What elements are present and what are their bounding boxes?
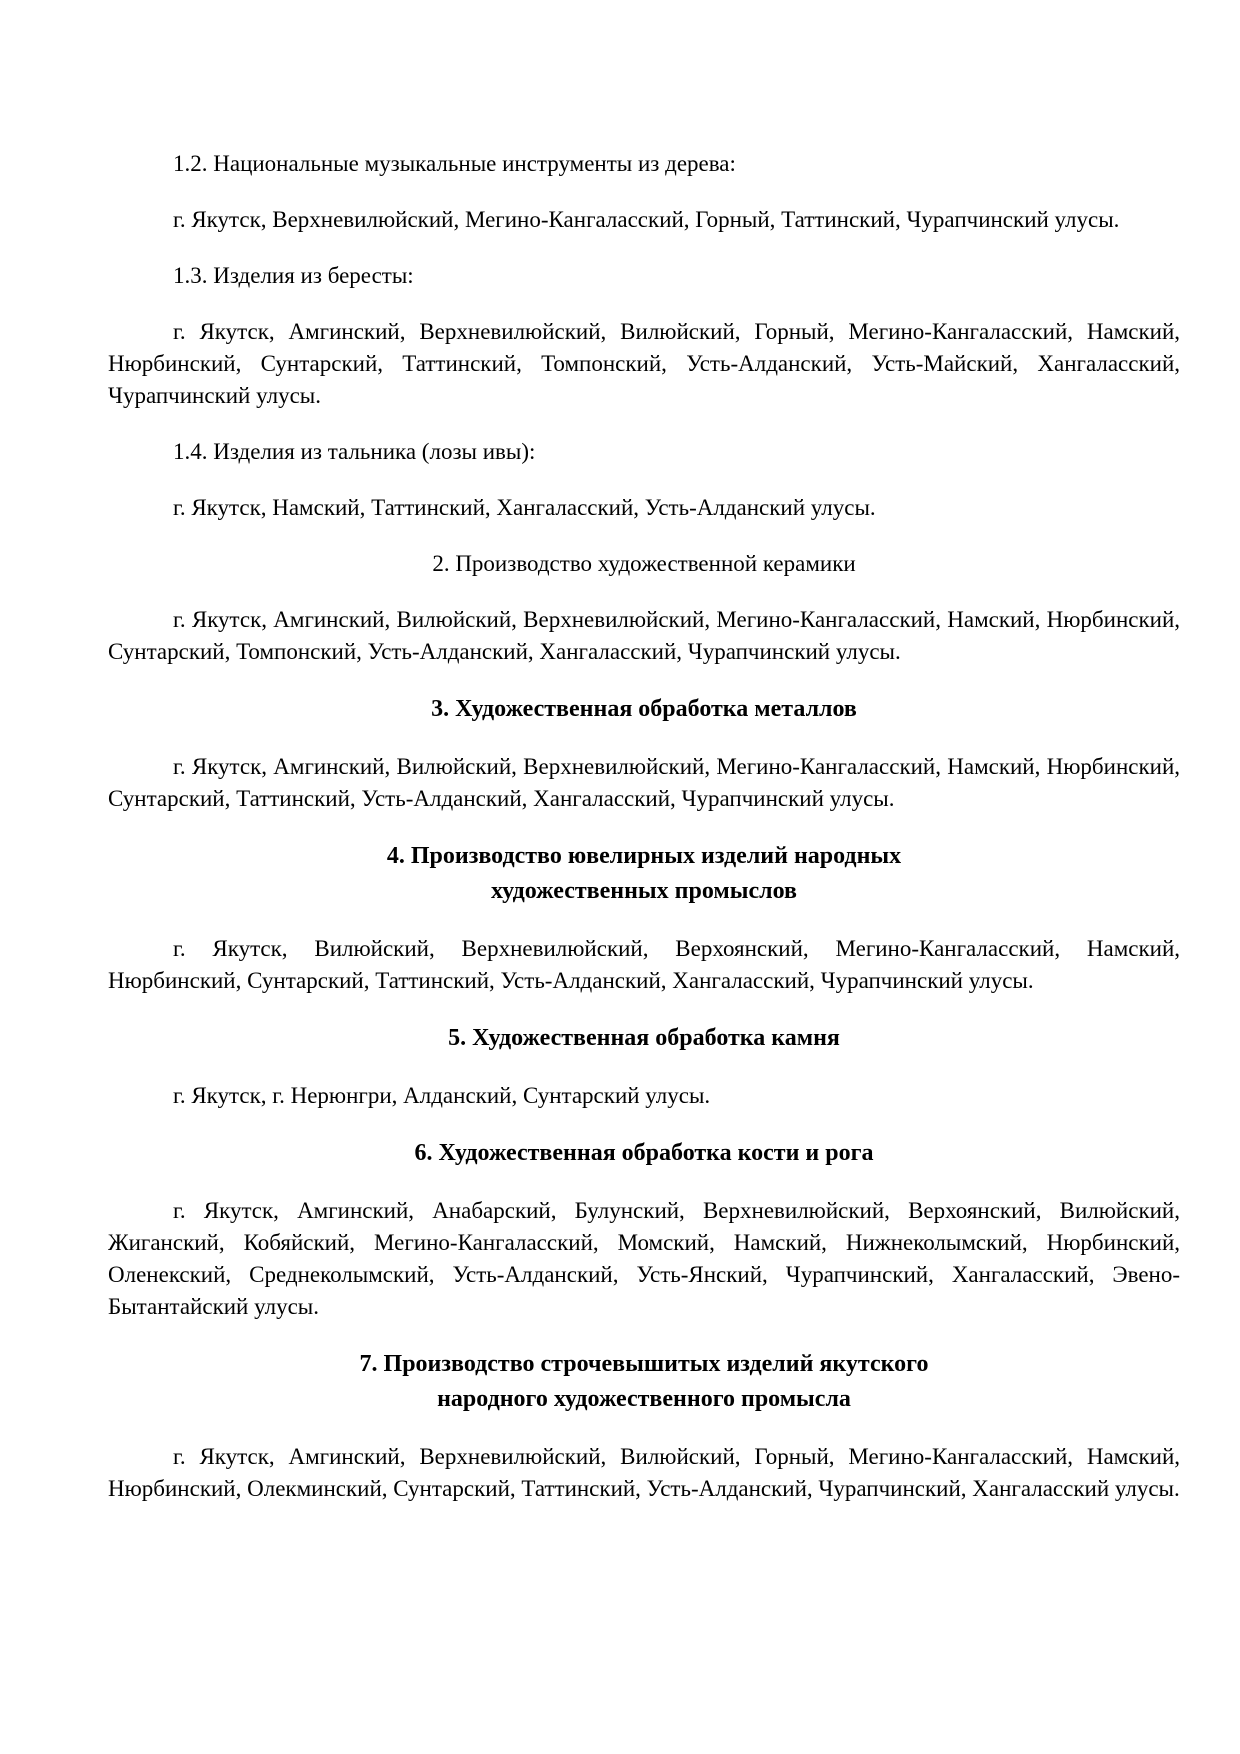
clause-1-2-regions: г. Якутск, Верхневилюйский, Мегино-Кангаласский, Горный, Таттинский, Чурапчинский улусы.	[173, 207, 1120, 232]
section-6-regions: г. Якутск, Амгинский, Анабарский, Булунский, Верхневилюйский, Верхоянский, Вилюйский, Жиганский, Кобяйский, Мегино-Кангаласский, Момский, Намский, Нижнеколымский, Нюрбинский, Оленекский, Среднеколымский, Усть-Алданский, Усть-Янский, Чурапчинский, Хангаласский, Эвено-Бытантайский улусы.	[108, 1198, 1180, 1319]
section-6-heading: 6. Художественная обработка кости и рога	[414, 1140, 874, 1166]
clause-1-4-title: 1.4. Изделия из тальника (лозы ивы):	[173, 439, 536, 464]
section-5-heading: 5. Художественная обработка камня	[448, 1025, 840, 1051]
section-3-heading: 3. Художественная обработка металлов	[431, 696, 857, 722]
section-4-heading-line-1: 4. Производство ювелирных изделий народных	[386, 843, 902, 869]
section-4-heading	[108, 839, 1180, 909]
section-4-heading-line-2: художественных промыслов	[491, 878, 797, 904]
clause-1-2-title: 1.2. Национальные музыкальные инструменты из дерева:	[173, 151, 736, 176]
section-5-regions: г. Якутск, г. Нерюнгри, Алданский, Сунтарский улусы.	[173, 1083, 711, 1108]
section-4-regions: г. Якутск, Вилюйский, Верхневилюйский, Верхоянский, Мегино-Кангаласский, Намский, Нюрбинский, Сунтарский, Таттинский, Усть-Алданский, Хангаласский, Чурапчинский улусы.	[108, 936, 1180, 993]
section-3-regions: г. Якутск, Амгинский, Вилюйский, Верхневилюйский, Мегино-Кангаласский, Намский, Нюрбинский, Сунтарский, Таттинский, Усть-Алданский, Хангаласский, Чурапчинский улусы.	[108, 754, 1180, 811]
clause-1-3-regions: г. Якутск, Амгинский, Верхневилюйский, Вилюйский, Горный, Мегино-Кангаласский, Намский, Нюрбинский, Сунтарский, Таттинский, Томпонский, Усть-Алданский, Усть-Майский, Хангаласский, Чурапчинский улусы.	[108, 319, 1180, 408]
clause-1-4-regions: г. Якутск, Намский, Таттинский, Хангаласский, Усть-Алданский улусы.	[173, 495, 876, 520]
section-7-heading-line-2: народного художественного промысла	[437, 1386, 851, 1412]
clause-1-3-title: 1.3. Изделия из бересты:	[173, 263, 414, 288]
section-2-regions: г. Якутск, Амгинский, Вилюйский, Верхневилюйский, Мегино-Кангаласский, Намский, Нюрбинский, Сунтарский, Томпонский, Усть-Алданский, Хангаласский, Чурапчинский улусы.	[108, 607, 1180, 664]
section-7-heading-line-1: 7. Производство строчевышитых изделий якутского	[359, 1351, 929, 1377]
section-7-regions: г. Якутск, Амгинский, Верхневилюйский, Вилюйский, Горный, Мегино-Кангаласский, Намский, Нюрбинский, Олекминский, Сунтарский, Таттинский, Усть-Алданский, Чурапчинский, Хангаласский улусы.	[108, 1444, 1180, 1501]
section-7-heading	[108, 1347, 1180, 1417]
section-2-heading: 2. Производство художественной керамики	[432, 551, 856, 576]
